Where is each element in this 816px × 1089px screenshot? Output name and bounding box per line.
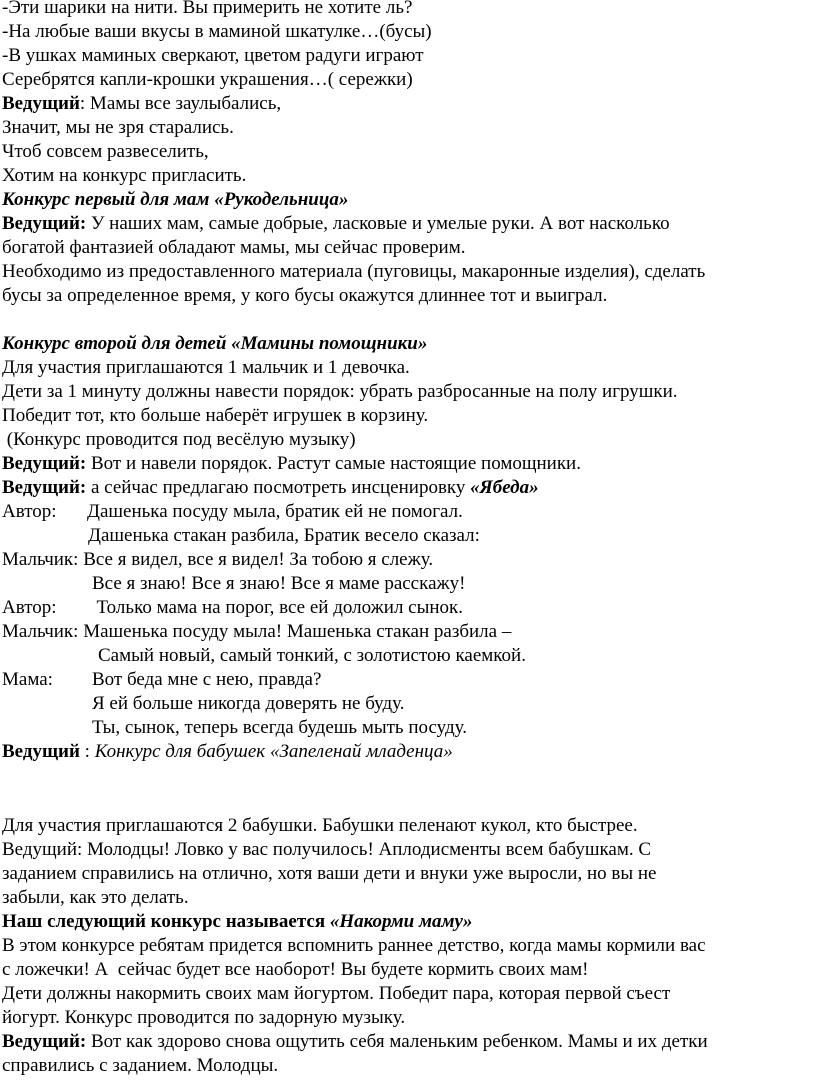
- text-line: Хотим на конкурс пригласить.: [2, 165, 247, 186]
- text-line: Значит, мы не зря старались.: [2, 117, 234, 138]
- role-cue: Мальчик:: [2, 621, 79, 642]
- line-text: Вот беда мне с нею, правда?: [92, 669, 322, 690]
- script-line: [2, 548, 433, 572]
- text-line: Дети за 1 минуту должны навести порядок: убрать разбросанные на полу игрушки.: [2, 381, 678, 402]
- text-line: йогурт. Конкурс проводится по задорную музыку.: [2, 1007, 406, 1028]
- role-cue: Автор:: [2, 597, 57, 618]
- script-line: Дашенька стакан разбила, Братик весело сказал:: [88, 525, 480, 546]
- text-line: с ложечки! А сейчас будет все наоборот! Вы будете кормить своих мам!: [2, 959, 589, 980]
- script-line: Все я знаю! Все я знаю! Все я маме расскажу!: [92, 573, 466, 594]
- text-line: Для участия приглашаются 1 мальчик и 1 девочка.: [2, 357, 410, 378]
- text-line: Для участия приглашаются 2 бабушки. Бабушки пеленают кукол, кто быстрее.: [2, 815, 638, 836]
- line-text: а сейчас предлагаю посмотреть инсценировку: [86, 477, 471, 498]
- speaker-label: Ведущий:: [2, 1031, 87, 1052]
- contest-title: Конкурс для бабушек «Запеленай младенца»: [94, 741, 453, 762]
- text-line: Дети должны накормить своих мам йогуртом. Победит пара, которая первой съест: [2, 983, 671, 1004]
- section-heading: Конкурс первый для мам «Рукодельница»: [2, 189, 349, 210]
- text-line: Серебрятся капли-крошки украшения…( сережки): [2, 69, 413, 90]
- role-cue: Мальчик:: [2, 549, 79, 570]
- section-heading: Конкурс второй для детей «Мамины помощники»: [2, 333, 428, 354]
- line-text: Машенька посуду мыла! Машенька стакан разбила –: [78, 621, 512, 642]
- text-line: [2, 92, 281, 116]
- text-line: -В ушках маминых сверкают, цветом радуги играют: [2, 45, 424, 66]
- speaker-label: Ведущий: [2, 93, 80, 114]
- text-line: [2, 476, 539, 500]
- text-line: бусы за определенное время, у кого бусы окажутся длиннее тот и выиграл.: [2, 285, 608, 306]
- text-line: -Эти шарики на нити. Вы примерить не хотите ль?: [2, 0, 413, 18]
- text-line: [2, 212, 670, 236]
- section-heading: [2, 910, 472, 934]
- text-line: (Конкурс проводится под весёлую музыку): [2, 429, 356, 450]
- text-line: Победит тот, кто больше наберёт игрушек в корзину.: [2, 405, 429, 426]
- line-text: У наших мам, самые добрые, ласковые и умелые руки. А вот насколько: [86, 213, 670, 234]
- text-line: В этом конкурсе ребятам придется вспомнить раннее детство, когда мамы кормили вас: [2, 935, 706, 956]
- script-line: [2, 500, 463, 524]
- line-text: Вот как здорово снова ощутить себя маленьким ребенком. Мамы и их детки: [86, 1031, 708, 1052]
- text-line: [2, 740, 453, 764]
- line-text: Все я видел, все я видел! За тобою я слежу.: [78, 549, 434, 570]
- text-line: богатой фантазией обладают мамы, мы сейчас проверим.: [2, 237, 466, 258]
- speaker-label: Ведущий:: [2, 477, 87, 498]
- speaker-label: Ведущий:: [2, 453, 87, 474]
- line-text: Только мама на порог, все ей доложил сынок.: [87, 597, 464, 618]
- script-line: [2, 620, 511, 644]
- play-title: «Ябеда»: [470, 477, 539, 498]
- script-line: [2, 668, 321, 692]
- text-line: Необходимо из предоставленного материала (пуговицы, макаронные изделия), сделать: [2, 261, 706, 282]
- role-cue: Мама:: [2, 669, 53, 690]
- text-line: справились с заданием. Молодцы.: [2, 1055, 279, 1076]
- script-line: Самый новый, самый тонкий, с золотистою каемкой.: [98, 645, 526, 666]
- contest-title: «Накорми маму»: [325, 911, 473, 932]
- role-cue: Автор:: [2, 501, 57, 522]
- text-line: [2, 1030, 708, 1054]
- script-line: [2, 596, 463, 620]
- script-line: Я ей больше никогда доверять не буду.: [92, 693, 405, 714]
- script-line: Ты, сынок, теперь всегда будешь мыть посуду.: [92, 717, 467, 738]
- line-text: Дашенька посуду мыла, братик ей не помогал.: [87, 501, 463, 522]
- line-text: : Мамы все заулыбались,: [79, 93, 282, 114]
- text-line: -На любые ваши вкусы в маминой шкатулке…(бусы): [2, 21, 432, 42]
- text-line: Ведущий: Молодцы! Ловко у вас получилось! Аплодисменты всем бабушкам. С: [2, 839, 652, 860]
- line-text: Вот и навели порядок. Растут самые настоящие помощники.: [86, 453, 581, 474]
- separator: :: [79, 741, 95, 762]
- speaker-label: Ведущий: [2, 741, 80, 762]
- text-line: заданием справились на отлично, хотя ваши дети и внуки уже выросли, но вы не: [2, 863, 657, 884]
- text-line: [2, 452, 581, 476]
- heading-lead: Наш следующий конкурс называется: [2, 911, 326, 932]
- text-line: Чтоб совсем развеселить,: [2, 141, 209, 162]
- speaker-label: Ведущий:: [2, 213, 87, 234]
- text-line: забыли, как это делать.: [2, 887, 189, 908]
